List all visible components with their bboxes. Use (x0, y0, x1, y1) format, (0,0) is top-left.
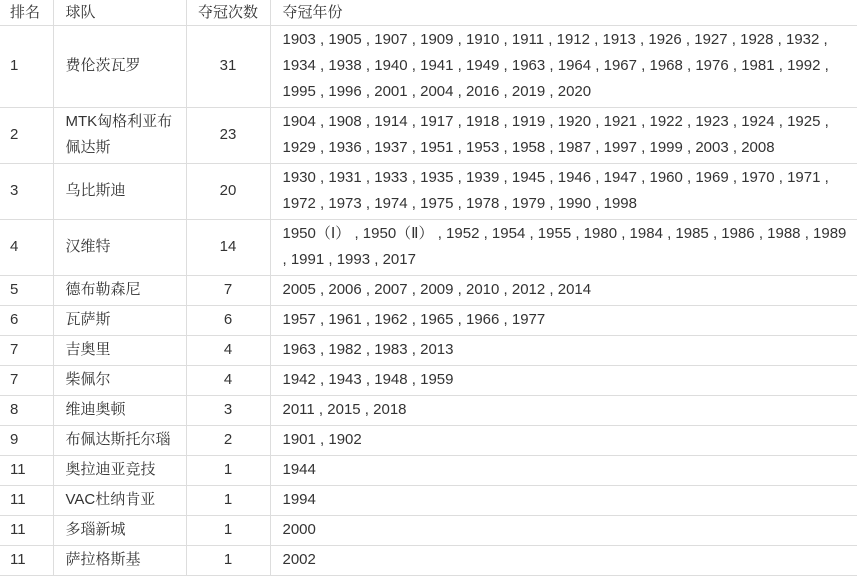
table-row (0, 426, 857, 456)
table-row (0, 26, 857, 108)
years-cell: 2011 , 2015 , 2018 (270, 396, 857, 426)
count-cell: 1 (186, 456, 270, 486)
rank-cell: 11 (0, 486, 53, 516)
count-cell: 20 (186, 164, 270, 220)
table-row (0, 276, 857, 306)
column-header-team: 球队 (53, 0, 186, 26)
table-row (0, 366, 857, 396)
years-cell: 2005 , 2006 , 2007 , 2009 , 2010 , 2012 , 2014 (270, 276, 857, 306)
count-cell: 2 (186, 426, 270, 456)
team-cell: 乌比斯迪 (53, 164, 186, 220)
count-cell: 31 (186, 26, 270, 108)
rank-cell: 2 (0, 108, 53, 164)
count-cell: 3 (186, 396, 270, 426)
rank-cell: 9 (0, 426, 53, 456)
years-cell: 1994 (270, 486, 857, 516)
team-cell: 瓦萨斯 (53, 306, 186, 336)
table-row (0, 396, 857, 426)
years-cell: 2002 (270, 546, 857, 576)
column-header-rank: 排名 (0, 0, 53, 26)
table-row (0, 546, 857, 576)
count-cell: 1 (186, 486, 270, 516)
years-cell: 2000 (270, 516, 857, 546)
team-cell: 德布勒森尼 (53, 276, 186, 306)
rank-cell: 11 (0, 456, 53, 486)
team-cell: MTK匈格利亚布佩达斯 (53, 108, 186, 164)
rank-cell: 11 (0, 516, 53, 546)
years-cell: 1901 , 1902 (270, 426, 857, 456)
count-cell: 1 (186, 546, 270, 576)
table-row (0, 516, 857, 546)
years-cell: 1942 , 1943 , 1948 , 1959 (270, 366, 857, 396)
team-cell: 费伦茨瓦罗 (53, 26, 186, 108)
header-row (0, 0, 857, 26)
table-row (0, 456, 857, 486)
rank-cell: 1 (0, 26, 53, 108)
table-row (0, 486, 857, 516)
team-cell: 汉维特 (53, 220, 186, 276)
rank-cell: 7 (0, 366, 53, 396)
table-body (0, 26, 857, 576)
years-cell: 1950（Ⅰ） , 1950（Ⅱ） , 1952 , 1954 , 1955 , 1980 , 1984 , 1985 , 1986 , 1988 , 1989 , 1991 , 1993 , 2017 (270, 220, 857, 276)
count-cell: 4 (186, 336, 270, 366)
team-cell: VAC杜纳肯亚 (53, 486, 186, 516)
team-cell: 维迪奥顿 (53, 396, 186, 426)
years-cell: 1944 (270, 456, 857, 486)
table-row (0, 220, 857, 276)
column-header-count: 夺冠次数 (186, 0, 270, 26)
table-row (0, 306, 857, 336)
rank-cell: 6 (0, 306, 53, 336)
years-cell: 1903 , 1905 , 1907 , 1909 , 1910 , 1911 , 1912 , 1913 , 1926 , 1927 , 1928 , 1932 , 1934 , 1938 , 1940 , 1941 , 1949 , 1963 , 1964 , 1967 , 1968 , 1976 , 1981 , 1992 , 1995 , 1996 , 2001 , 2004 , 2016 , 2019 , 2020 (270, 26, 857, 108)
table-row (0, 108, 857, 164)
rank-cell: 3 (0, 164, 53, 220)
count-cell: 4 (186, 366, 270, 396)
column-header-years: 夺冠年份 (270, 0, 857, 26)
rank-cell: 8 (0, 396, 53, 426)
team-cell: 柴佩尔 (53, 366, 186, 396)
team-cell: 奥拉迪亚竞技 (53, 456, 186, 486)
years-cell: 1957 , 1961 , 1962 , 1965 , 1966 , 1977 (270, 306, 857, 336)
team-cell: 布佩达斯托尔瑙 (53, 426, 186, 456)
team-cell: 吉奥里 (53, 336, 186, 366)
table-row (0, 164, 857, 220)
count-cell: 6 (186, 306, 270, 336)
count-cell: 14 (186, 220, 270, 276)
years-cell: 1963 , 1982 , 1983 , 2013 (270, 336, 857, 366)
rank-cell: 5 (0, 276, 53, 306)
count-cell: 7 (186, 276, 270, 306)
team-cell: 萨拉格斯基 (53, 546, 186, 576)
rank-cell: 4 (0, 220, 53, 276)
rank-cell: 11 (0, 546, 53, 576)
years-cell: 1930 , 1931 , 1933 , 1935 , 1939 , 1945 , 1946 , 1947 , 1960 , 1969 , 1970 , 1971 , 1972 , 1973 , 1974 , 1975 , 1978 , 1979 , 1990 , 1998 (270, 164, 857, 220)
count-cell: 23 (186, 108, 270, 164)
rank-cell: 7 (0, 336, 53, 366)
count-cell: 1 (186, 516, 270, 546)
table-row (0, 336, 857, 366)
years-cell: 1904 , 1908 , 1914 , 1917 , 1918 , 1919 , 1920 , 1921 , 1922 , 1923 , 1924 , 1925 , 1929 , 1936 , 1937 , 1951 , 1953 , 1958 , 1987 , 1997 , 1999 , 2003 , 2008 (270, 108, 857, 164)
team-cell: 多瑙新城 (53, 516, 186, 546)
